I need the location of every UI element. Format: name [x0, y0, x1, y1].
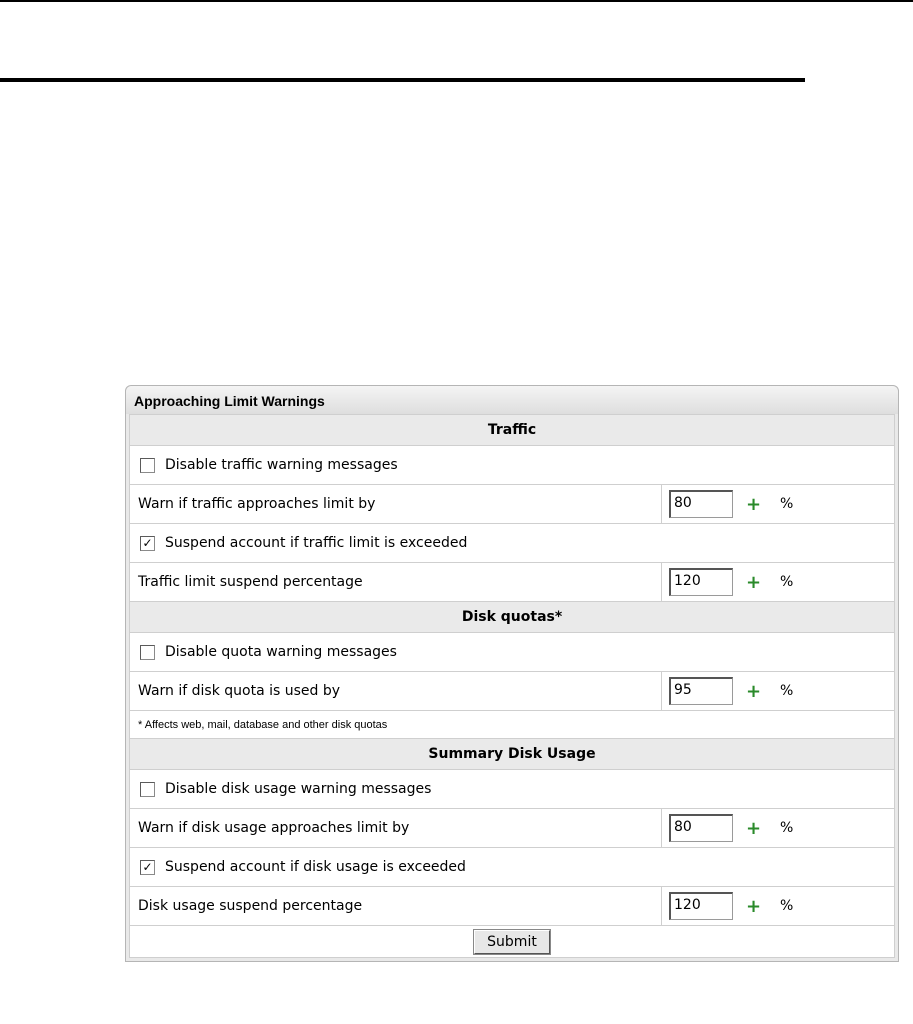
header-divider	[0, 78, 805, 82]
traffic-warn-input[interactable]: 80	[669, 490, 733, 518]
traffic-disable-label[interactable]: Disable traffic warning messages	[165, 457, 398, 473]
quota-footnote: * Affects web, mail, database and other disk quotas	[130, 711, 895, 739]
percent-unit: %	[780, 574, 794, 590]
disk-suspend-pct-row	[130, 887, 895, 926]
traffic-suspend-pct-input[interactable]: 120	[669, 568, 733, 596]
percent-unit: %	[780, 496, 794, 512]
panel-title: Approaching Limit Warnings	[126, 386, 898, 414]
traffic-disable-checkbox[interactable]	[140, 458, 155, 473]
traffic-suspend-label[interactable]: Suspend account if traffic limit is exceeded	[165, 535, 468, 551]
quota-warn-row	[130, 672, 895, 711]
section-heading: Traffic	[130, 415, 895, 446]
settings-table	[129, 414, 895, 958]
quota-note-row	[130, 711, 895, 739]
section-summary-disk-usage	[130, 739, 895, 770]
percent-unit: %	[780, 898, 794, 914]
plus-icon[interactable]: +	[746, 493, 762, 515]
disk-warn-input[interactable]: 80	[669, 814, 733, 842]
section-traffic	[130, 415, 895, 446]
traffic-suspend-pct-row	[130, 563, 895, 602]
percent-unit: %	[780, 820, 794, 836]
plus-icon[interactable]: +	[746, 680, 762, 702]
quota-warn-label: Warn if disk quota is used by	[130, 672, 662, 711]
percent-unit: %	[780, 683, 794, 699]
traffic-warn-row	[130, 485, 895, 524]
traffic-disable-row	[130, 446, 895, 485]
disk-suspend-label[interactable]: Suspend account if disk usage is exceeded	[165, 859, 466, 875]
disk-disable-checkbox[interactable]	[140, 782, 155, 797]
traffic-suspend-row	[130, 524, 895, 563]
disk-warn-label: Warn if disk usage approaches limit by	[130, 809, 662, 848]
quota-disable-label[interactable]: Disable quota warning messages	[165, 644, 397, 660]
disk-suspend-row	[130, 848, 895, 887]
top-divider	[0, 0, 913, 2]
disk-disable-label[interactable]: Disable disk usage warning messages	[165, 781, 432, 797]
approaching-limit-warnings-panel	[125, 385, 899, 962]
disk-suspend-checkbox[interactable]: ✓	[140, 860, 155, 875]
traffic-suspend-pct-label: Traffic limit suspend percentage	[130, 563, 662, 602]
quota-disable-checkbox[interactable]	[140, 645, 155, 660]
submit-row	[130, 926, 895, 958]
quota-disable-row	[130, 633, 895, 672]
plus-icon[interactable]: +	[746, 817, 762, 839]
plus-icon[interactable]: +	[746, 571, 762, 593]
submit-button[interactable]: Submit	[474, 930, 550, 954]
disk-disable-row	[130, 770, 895, 809]
traffic-warn-label: Warn if traffic approaches limit by	[130, 485, 662, 524]
disk-warn-row	[130, 809, 895, 848]
section-heading: Disk quotas*	[130, 602, 895, 633]
disk-suspend-pct-input[interactable]: 120	[669, 892, 733, 920]
section-heading: Summary Disk Usage	[130, 739, 895, 770]
section-disk-quotas	[130, 602, 895, 633]
traffic-suspend-checkbox[interactable]: ✓	[140, 536, 155, 551]
quota-warn-input[interactable]: 95	[669, 677, 733, 705]
disk-suspend-pct-label: Disk usage suspend percentage	[130, 887, 662, 926]
plus-icon[interactable]: +	[746, 895, 762, 917]
